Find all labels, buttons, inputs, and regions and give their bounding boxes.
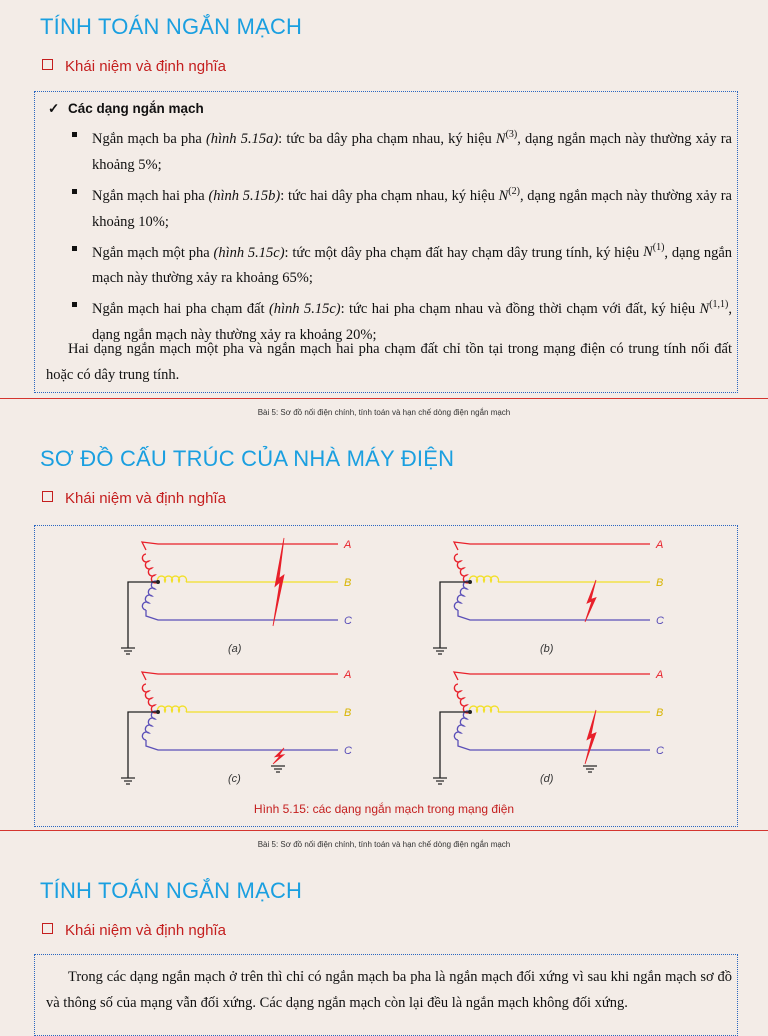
checkbox-bullet-icon — [42, 923, 53, 934]
subtitle-text: Khái niệm và định nghĩa — [65, 58, 226, 75]
slide-title: TÍNH TOÁN NGẮN MẠCH — [40, 14, 303, 39]
fault-bolt-icon — [585, 580, 596, 622]
slide-subtitle — [42, 922, 226, 939]
phase-label: B — [344, 577, 352, 589]
slide-2 — [0, 432, 768, 864]
winding-a — [142, 684, 158, 713]
slide-subtitle — [42, 58, 226, 75]
fault-type-list — [70, 122, 732, 349]
summary-paragraph: Hai dạng ngắn mạch một pha và ngắn mạch hai pha chạm đất chỉ tồn tại trong mạng điện có trung tính nối đất hoặc có dây trung tính. — [46, 341, 732, 383]
list-item: Ngắn mạch một pha (hình 5.15c): tức một dây pha chạm đất hay chạm dây trung tính, ký hiệu $N^{(1)}$, dạng ngắn mạch này thường xảy ra khoảng 65%; — [70, 236, 732, 292]
winding-c — [142, 711, 158, 740]
phase-label: C — [656, 745, 664, 757]
winding-b — [470, 576, 499, 582]
line-a — [454, 672, 650, 680]
line-c — [146, 610, 338, 620]
phase-label: A — [344, 539, 352, 551]
neutral-node — [156, 580, 160, 584]
slide-footer: Bài 5: Sơ đồ nối điện chính, tính toán và hạn chế dòng điện ngắn mạch — [257, 840, 511, 849]
subtitle-text: Khái niệm và định nghĩa — [65, 922, 226, 939]
slide-1 — [0, 0, 768, 432]
phase-label: A — [656, 539, 664, 551]
symmetry-paragraph: Trong các dạng ngắn mạch ở trên thì chỉ có ngắn mạch ba pha là ngắn mạch đối xứng vì sau khi ngắn mạch sơ đồ và thông số của mạng vẫn đối xứng. Các dạng ngắn mạch còn lại đều là ngắn mạch không đối xứng. — [46, 969, 732, 1011]
panel-label: (a) — [228, 643, 242, 655]
fault-circuit-diagram — [0, 432, 768, 864]
winding-b — [158, 706, 187, 712]
neutral-node — [468, 710, 472, 714]
neutral-node — [468, 580, 472, 584]
line-c — [458, 740, 650, 750]
slide-3 — [0, 864, 768, 1024]
heading-text: Các dạng ngắn mạch — [68, 101, 204, 116]
line-a — [454, 542, 650, 550]
phase-label: B — [344, 707, 352, 719]
phase-label: B — [656, 707, 664, 719]
panel-label: (c) — [228, 773, 241, 785]
line-c — [458, 610, 650, 620]
footer-divider — [0, 398, 768, 399]
figure-caption: Hình 5.15: các dạng ngắn mạch trong mạng điện — [253, 802, 515, 816]
winding-b — [158, 576, 187, 582]
neutral-wire — [440, 582, 470, 648]
winding-c — [454, 581, 470, 610]
list-item: Ngắn mạch hai pha (hình 5.15b): tức hai dây pha chạm nhau, ký hiệu $N^{(2)}$, dạng ngắn mạch này thường xảy ra khoảng 10%; — [70, 179, 732, 235]
line-a — [142, 542, 338, 550]
checkmark-icon: ✓ — [48, 101, 60, 116]
subtitle-text: Khái niệm và định nghĩa — [65, 490, 226, 507]
phase-label: C — [344, 745, 352, 757]
section-heading — [48, 96, 204, 122]
slide-footer: Bài 5: Sơ đồ nối điện chính, tính toán và hạn chế dòng điện ngắn mạch — [257, 408, 511, 417]
line-a — [142, 672, 338, 680]
winding-b — [470, 706, 499, 712]
winding-a — [454, 554, 470, 583]
fault-bolt-icon — [585, 710, 596, 764]
phase-label: A — [656, 669, 664, 681]
checkbox-bullet-icon — [42, 59, 53, 70]
slide-title: SƠ ĐỒ CẤU TRÚC CỦA NHÀ MÁY ĐIỆN — [40, 446, 455, 471]
winding-a — [454, 684, 470, 713]
line-c — [146, 740, 338, 750]
list-item: Ngắn mạch ba pha (hình 5.15a): tức ba dây pha chạm nhau, ký hiệu $N^{(3)}$, dạng ngắn mạch này thường xảy ra khoảng 5%; — [70, 122, 732, 178]
slide-title: TÍNH TOÁN NGẮN MẠCH — [40, 878, 303, 903]
footer-divider — [0, 830, 768, 831]
phase-label: A — [344, 669, 352, 681]
winding-c — [142, 581, 158, 610]
neutral-node — [156, 710, 160, 714]
list-item: Ngắn mạch hai pha chạm đất (hình 5.15c): tức hai pha chạm nhau và đồng thời chạm với đất, ký hiệu N$^{(1,1)}$, dạng ngắn mạch này thường xảy ra khoảng 20%; — [70, 292, 732, 348]
winding-a — [142, 554, 158, 583]
panel-label: (b) — [540, 643, 554, 655]
neutral-wire — [128, 582, 158, 648]
neutral-wire — [440, 712, 470, 778]
winding-c — [454, 711, 470, 740]
phase-label: C — [656, 615, 664, 627]
neutral-wire — [128, 712, 158, 778]
phase-label: C — [344, 615, 352, 627]
phase-label: B — [656, 577, 664, 589]
panel-label: (d) — [540, 773, 554, 785]
